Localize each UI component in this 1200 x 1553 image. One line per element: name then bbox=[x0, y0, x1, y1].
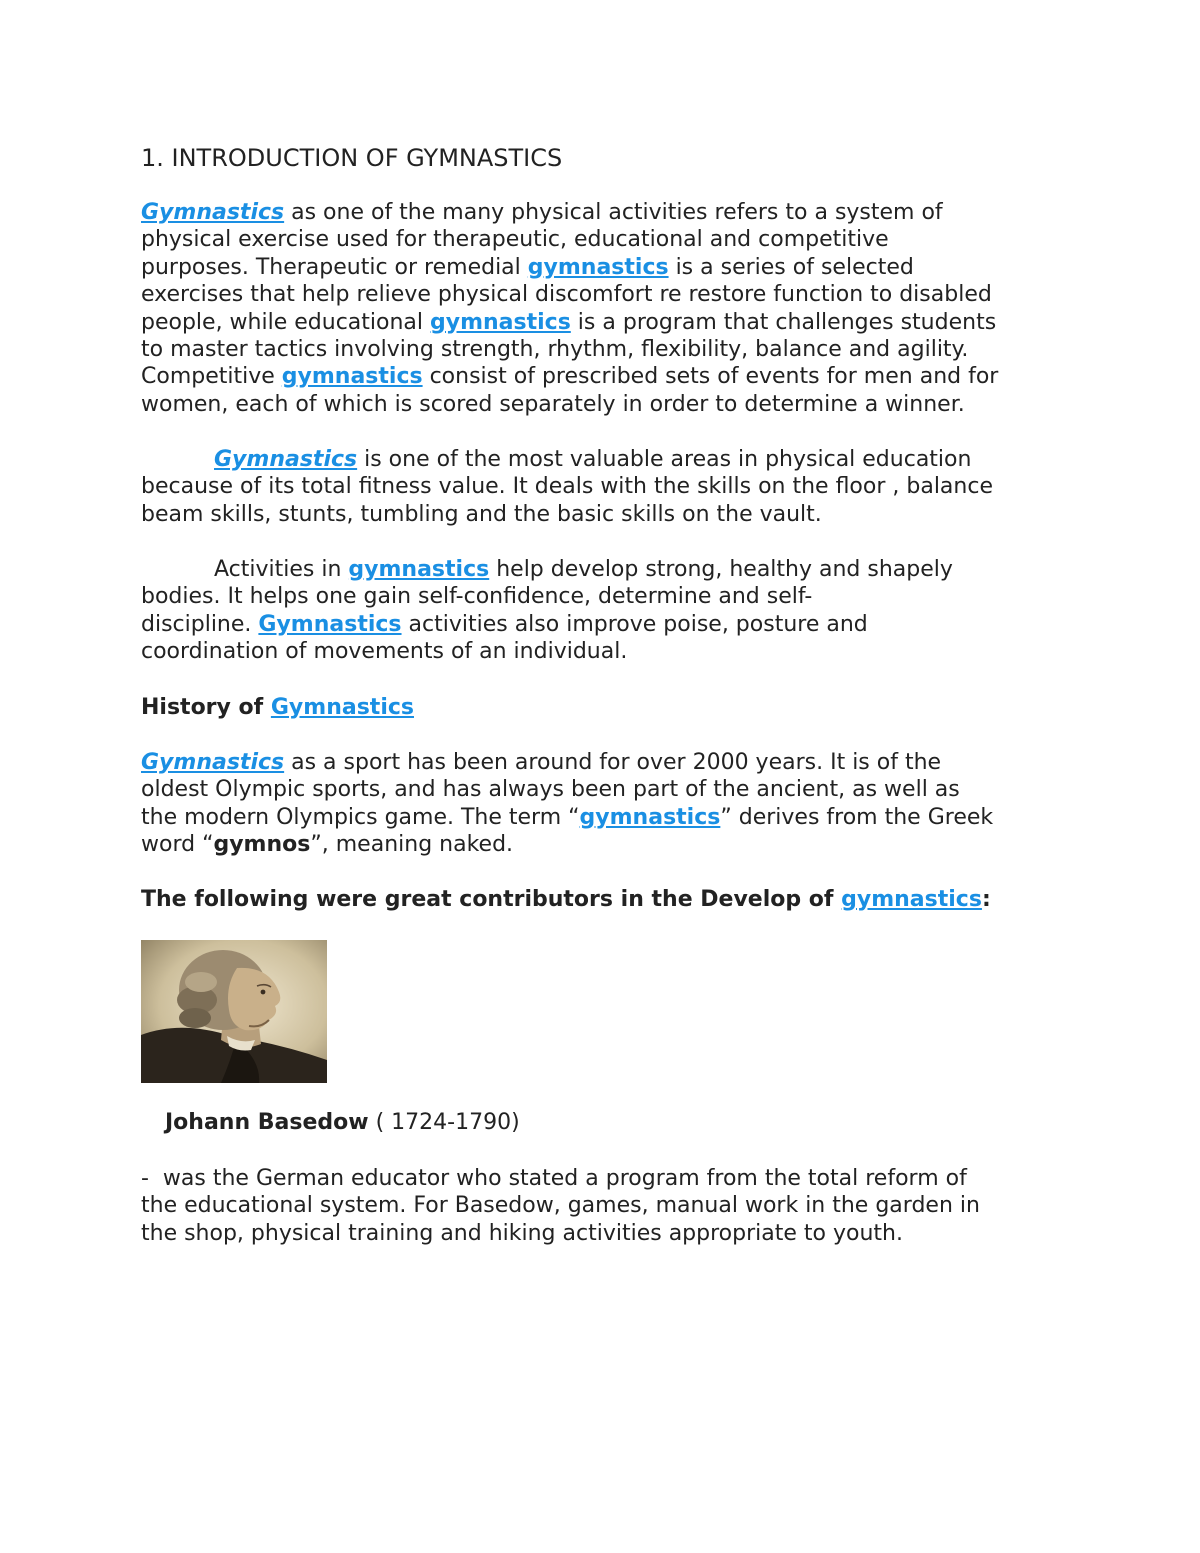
intro-line-3: purposes. Therapeutic or remedial gymnastics is a series of selected bbox=[141, 254, 914, 280]
basedow-line-1: - was the German educator who stated a program from the total reform of bbox=[141, 1166, 967, 1191]
history-line-4: word “gymnos”, meaning naked. bbox=[141, 832, 514, 858]
value-line-2: because of its total fitness value. It deals with the skills on the floor , balance bbox=[141, 474, 993, 500]
value-line-3: beam skills, stunts, tumbling and the basic skills on the vault. bbox=[141, 501, 822, 527]
activities-line-1: Activities in gymnastics help develop strong, healthy and shapely bbox=[214, 557, 953, 582]
gymnastics-link[interactable]: gymnastics bbox=[527, 254, 669, 280]
basedow-description bbox=[141, 1165, 1071, 1247]
activities-paragraph bbox=[141, 556, 1071, 666]
intro-line-7: Competitive gymnastics consist of prescribed sets of events for men and for bbox=[141, 364, 999, 390]
intro-line-5: people, while educational gymnastics is a program that challenges students bbox=[141, 309, 997, 335]
value-line-1: Gymnastics is one of the most valuable areas in physical education bbox=[214, 447, 972, 472]
contributor-name: Johann Basedow ( 1724-1790) bbox=[165, 1110, 520, 1135]
history-line-2: oldest Olympic sports, and has always been part of the ancient, as well as bbox=[141, 777, 960, 803]
activities-line-4: coordination of movements of an individual. bbox=[141, 639, 628, 665]
gymnastics-link[interactable]: Gymnastics bbox=[258, 611, 402, 637]
intro-paragraph bbox=[141, 199, 1071, 418]
value-paragraph bbox=[141, 446, 1071, 528]
page-title: 1. INTRODUCTION OF GYMNASTICS bbox=[141, 144, 563, 172]
gymnastics-link[interactable]: gymnastics bbox=[348, 557, 490, 582]
basedow-portrait-image bbox=[141, 940, 327, 1083]
intro-line-6: to master tactics involving strength, rhythm, flexibility, balance and agility. bbox=[141, 337, 969, 363]
contributors-heading: The following were great contributors in the Develop of gymnastics: bbox=[141, 887, 991, 912]
gymnastics-link[interactable]: gymnastics bbox=[430, 309, 571, 335]
activities-line-3: discipline. Gymnastics activities also improve poise, posture and bbox=[141, 611, 868, 637]
history-line-3: the modern Olympics game. The term “gymnastics” derives from the Greek bbox=[141, 804, 994, 830]
history-paragraph bbox=[141, 749, 1071, 859]
basedow-line-3: the shop, physical training and hiking activities appropriate to youth. bbox=[141, 1220, 903, 1246]
gymnastics-link[interactable]: Gymnastics bbox=[214, 447, 358, 472]
basedow-line-2: the educational system. For Basedow, games, manual work in the garden in bbox=[141, 1193, 980, 1219]
gymnastics-link[interactable]: Gymnastics bbox=[141, 750, 285, 775]
gymnastics-link[interactable]: Gymnastics bbox=[270, 695, 414, 720]
intro-line-1: Gymnastics as one of the many physical activities refers to a system of bbox=[141, 200, 943, 225]
greek-term: gymnos bbox=[213, 832, 311, 858]
gymnastics-link[interactable]: gymnastics bbox=[281, 364, 423, 390]
gymnastics-link[interactable]: gymnastics bbox=[579, 804, 721, 830]
gymnastics-link[interactable]: Gymnastics bbox=[141, 200, 285, 225]
intro-line-2: physical exercise used for therapeutic, educational and competitive bbox=[141, 227, 889, 253]
history-line-1: Gymnastics as a sport has been around for over 2000 years. It is of the bbox=[141, 750, 942, 775]
history-heading: History of Gymnastics bbox=[141, 695, 414, 720]
intro-line-4: exercises that help relieve physical discomfort re restore function to disabled bbox=[141, 282, 992, 308]
gymnastics-link[interactable]: gymnastics bbox=[841, 887, 982, 912]
intro-line-8: women, each of which is scored separately in order to determine a winner. bbox=[141, 391, 965, 417]
activities-line-2: bodies. It helps one gain self-confidence, determine and self- bbox=[141, 584, 813, 610]
